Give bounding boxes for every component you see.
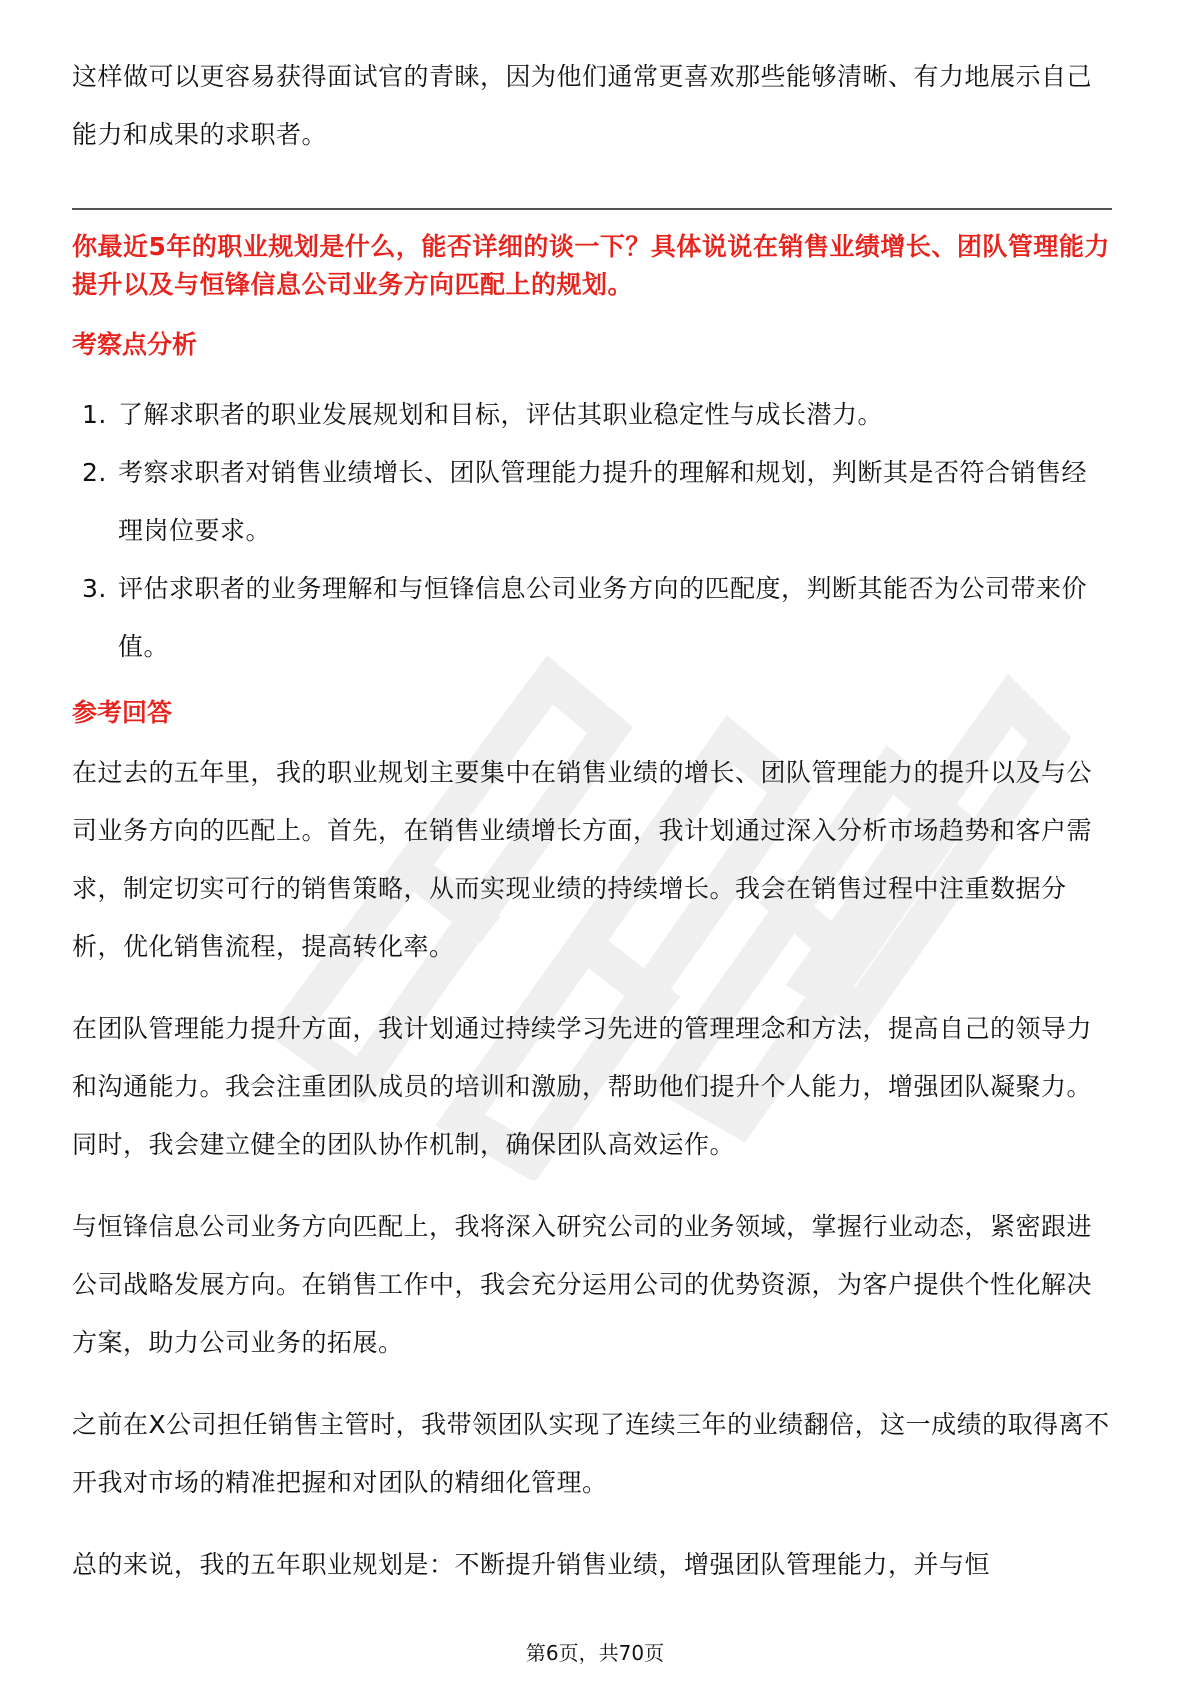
page-number: 第6页，共70页: [525, 1641, 665, 1665]
analysis-point-number: 1.: [82, 400, 107, 429]
analysis-point: [72, 386, 1112, 444]
analysis-point-number: 3.: [82, 574, 107, 603]
answer-paragraph: 与恒锋信息公司业务方向匹配上，我将深入研究公司的业务领域，掌握行业动态，紧密跟进公司战略发展方向。在销售工作中，我会充分运用公司的优势资源，为客户提供个性化解决方案，助力公司业务的拓展。: [72, 1212, 1093, 1357]
answer-paragraph: 在过去的五年里，我的职业规划主要集中在销售业绩的增长、团队管理能力的提升以及与公司业务方向的匹配上。首先，在销售业绩增长方面，我计划通过深入分析市场趋势和客户需求，制定切实可行的销售策略，从而实现业绩的持续增长。我会在销售过程中注重数据分析，优化销售流程，提高转化率。: [72, 758, 1093, 961]
analysis-points-list: [72, 386, 1112, 676]
analysis-point: [72, 444, 1112, 560]
section-divider: [72, 208, 1112, 210]
analysis-point-text: 评估求职者的业务理解和与恒锋信息公司业务方向的匹配度，判断其能否为公司带来价值。: [118, 574, 1088, 661]
analysis-point-text: 考察求职者对销售业绩增长、团队管理能力提升的理解和规划，判断其是否符合销售经理岗位要求。: [118, 458, 1088, 545]
analysis-point-number: 2.: [82, 458, 107, 487]
analysis-point: [72, 560, 1112, 676]
answer-body: [72, 744, 1112, 1594]
analysis-heading: 考察点分析: [72, 330, 198, 359]
answer-paragraph: 之前在X公司担任销售主管时，我带领团队实现了连续三年的业绩翻倍，这一成绩的取得离不开我对市场的精准把握和对团队的精细化管理。: [72, 1410, 1110, 1497]
analysis-point-text: 了解求职者的职业发展规划和目标，评估其职业稳定性与成长潜力。: [118, 400, 884, 429]
intro-paragraph: 这样做可以更容易获得面试官的青睐，因为他们通常更喜欢那些能够清晰、有力地展示自己能力和成果的求职者。: [72, 62, 1093, 149]
answer-heading: 参考回答: [72, 698, 173, 727]
page-content: [72, 48, 1112, 1594]
answer-paragraph: 总的来说，我的五年职业规划是：不断提升销售业绩，增强团队管理能力，并与恒: [72, 1550, 991, 1579]
interview-question: 你最近5年的职业规划是什么，能否详细的谈一下？具体说说在销售业绩增长、团队管理能力提升以及与恒锋信息公司业务方向匹配上的规划。: [72, 232, 1110, 299]
answer-paragraph: 在团队管理能力提升方面，我计划通过持续学习先进的管理理念和方法，提高自己的领导力和沟通能力。我会注重团队成员的培训和激励，帮助他们提升个人能力，增强团队凝聚力。同时，我会建立健全的团队协作机制，确保团队高效运作。: [72, 1014, 1093, 1159]
